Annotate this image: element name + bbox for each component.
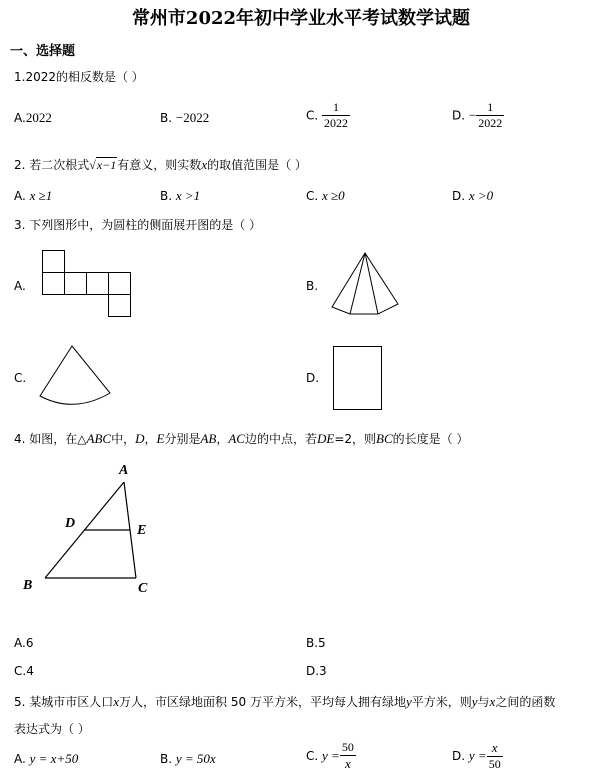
q2-stem-post: 的取值范围是（ ） — [207, 158, 307, 172]
q4-eq: =2，则 — [334, 432, 377, 446]
net-square-3 — [87, 273, 109, 295]
pyramid-outline — [332, 253, 398, 314]
q4-stem-d: 的长度是（ ） — [392, 432, 469, 446]
q1-option-c-label: C. — [306, 108, 319, 123]
q3-figure-a-net — [42, 250, 132, 318]
q2-option-a-label: A. — [14, 189, 26, 203]
q5-option-c[interactable] — [306, 740, 356, 772]
q4-option-c[interactable]: C.4 — [14, 664, 34, 678]
q5-option-d-denominator: 50 — [488, 757, 501, 771]
q4-option-a[interactable]: A.6 — [14, 636, 34, 650]
q5-line1-post: 之间的函数 — [495, 695, 556, 709]
q5-option-d-numerator: x — [491, 740, 498, 755]
q5-var-x2: x — [489, 694, 496, 709]
q2-option-d[interactable] — [452, 188, 493, 204]
q1-option-c[interactable] — [306, 100, 350, 131]
q4-stem-a: 中， — [111, 432, 136, 446]
q2-option-b[interactable] — [160, 188, 200, 204]
page-title: 常州市2022年初中学业水平考试数学试题 — [131, 8, 471, 29]
q4-segment-ac: AC — [228, 431, 245, 446]
q5-option-c-numerator: 50 — [341, 740, 354, 754]
q3-option-d-label[interactable]: D. — [306, 371, 320, 385]
q2-option-b-label: B. — [160, 189, 173, 203]
q5-line1-mid2: 平方米，则 — [411, 695, 472, 709]
q1-option-d-fraction — [476, 100, 504, 131]
q3-figure-c-sector — [36, 344, 116, 410]
q5-var-y2: y — [471, 694, 478, 709]
q2-stem-pre: 2. 若二次根式 — [14, 158, 90, 172]
q1-option-a-value: 2022 — [25, 110, 52, 125]
q4-option-b[interactable]: B.5 — [306, 636, 326, 650]
q1-option-a-label: A. — [14, 111, 26, 125]
q2-option-c[interactable] — [306, 188, 345, 204]
q2-option-a[interactable] — [14, 188, 52, 204]
q3-option-c-label[interactable]: C. — [14, 371, 27, 385]
q4-option-d[interactable]: D.3 — [306, 664, 327, 678]
q2-option-b-value: x >1 — [175, 188, 201, 203]
q4-segment-de: DE — [317, 431, 335, 446]
q4-stem-c: 边的中点，若 — [244, 432, 317, 446]
q1-option-c-numerator: 1 — [333, 100, 340, 114]
q5-option-a[interactable] — [14, 751, 78, 767]
q2-option-a-value: x ≥1 — [29, 188, 53, 203]
pyramid-edge-1 — [350, 253, 365, 314]
q5-option-c-fraction — [340, 740, 356, 772]
q5-option-a-label: A. — [14, 752, 26, 766]
q4-segment-bc: BC — [376, 431, 393, 446]
q4-sep2: ， — [216, 432, 229, 446]
net-square-4 — [109, 273, 131, 295]
rectangle-shape — [334, 347, 382, 410]
fig-label-e: E — [137, 523, 147, 538]
net-square-2 — [65, 273, 87, 295]
q4-stem — [14, 430, 469, 447]
q2-option-d-value: x >0 — [468, 188, 494, 203]
q5-option-b-label: B. — [160, 752, 173, 766]
q5-option-a-value: y = x+50 — [29, 751, 79, 766]
q1-option-d[interactable] — [452, 100, 504, 131]
q1-option-c-fraction — [322, 100, 350, 131]
q5-option-b-value: y = 50x — [175, 751, 216, 766]
q3-figure-d-rectangle — [333, 346, 383, 412]
q1-option-c-denominator: 2022 — [324, 116, 349, 130]
q5-var-x: x — [113, 694, 120, 709]
q5-option-d-fraction — [487, 740, 503, 772]
q3-stem: 3. 下列图形中，为圆柱的侧面展开图的是（ ） — [14, 218, 262, 232]
q1-stem: 1.2022的相反数是（ ） — [14, 70, 144, 84]
q5-option-c-label: C. — [306, 749, 319, 763]
q5-option-d[interactable] — [452, 740, 503, 772]
net-square-top — [43, 251, 65, 273]
q1-option-d-sign: − — [468, 107, 477, 123]
q5-line1-pre: 5. 某城市市区人口 — [14, 695, 114, 709]
q5-line1-mid3: 与 — [477, 695, 490, 709]
q2-option-c-label: C. — [306, 189, 319, 203]
q4-point-d: D — [135, 431, 145, 446]
q5-option-b[interactable] — [160, 751, 216, 767]
q1-option-b-value: −2022 — [175, 110, 210, 125]
q5-option-d-pre: y = — [468, 748, 487, 763]
q2-sqrt-symbol: √ — [89, 158, 96, 172]
net-square-bottom — [109, 295, 131, 317]
q2-option-c-value: x ≥0 — [322, 188, 345, 203]
section-heading: 一、选择题 — [10, 44, 76, 59]
q2-option-d-label: D. — [452, 189, 466, 203]
q2-var: x — [201, 157, 208, 172]
q5-stem-line1 — [14, 693, 555, 710]
fig-label-c: C — [138, 581, 148, 596]
fig-label-d: D — [65, 516, 76, 531]
q4-sep: ， — [144, 432, 157, 446]
q2-sqrt — [89, 157, 117, 172]
q1-option-d-label: D. — [452, 108, 466, 123]
fig-label-a: A — [119, 463, 129, 478]
q4-stem-pre: 4. 如图，在△ — [14, 432, 87, 446]
fig-label-b: B — [23, 578, 33, 593]
q1-option-b[interactable] — [160, 110, 209, 126]
q4-triangle: ABC — [86, 431, 112, 446]
net-square-1 — [43, 273, 65, 295]
q5-option-c-pre: y = — [322, 748, 340, 763]
q5-var-y: y — [405, 694, 412, 709]
q4-segment-ab: AB — [200, 431, 217, 446]
q2-stem-mid: 有意义，则实数 — [117, 158, 202, 172]
q3-figure-b-pyramid — [330, 252, 400, 316]
q2-stem — [14, 156, 307, 173]
q4-point-e: E — [156, 431, 165, 446]
q2-sqrt-radicand: x−1 — [96, 158, 117, 172]
q5-stem-line2: 表达式为（ ） — [14, 722, 90, 736]
q1-option-d-numerator: 1 — [487, 100, 494, 114]
q3-option-a-label[interactable]: A. — [14, 279, 26, 293]
sector-shape — [40, 346, 110, 404]
q5-option-d-label: D. — [452, 749, 466, 763]
q1-option-b-label: B. — [160, 111, 173, 125]
q3-option-b-label[interactable]: B. — [306, 279, 319, 293]
q1-option-d-denominator: 2022 — [478, 116, 503, 130]
q5-option-c-denominator: x — [340, 755, 356, 772]
q4-stem-b: 分别是 — [164, 432, 201, 446]
q1-option-a[interactable] — [14, 110, 52, 126]
q4-triangle-figure — [20, 458, 160, 598]
q5-line1-mid: 万人，市区绿地面积 50 万平方米，平均每人拥有绿地 — [119, 695, 406, 709]
